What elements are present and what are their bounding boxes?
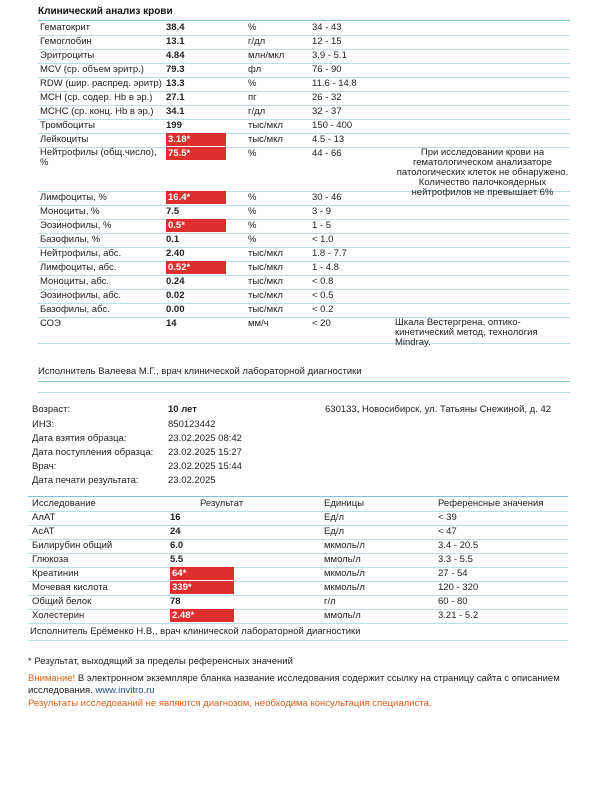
patient-field-label: Дата печати результата: <box>32 475 139 486</box>
bio-bottom-rule <box>28 640 568 641</box>
cbc-test-unit: тыс/мкл <box>248 304 283 315</box>
bio-test-value: 24 <box>170 526 181 537</box>
cbc-test-name: СОЭ <box>40 318 61 329</box>
cbc-test-ref: < 0.8 <box>312 276 334 287</box>
disclaimer: Результаты исследований не являются диагнозом, необходима консультация специалиста. <box>28 698 432 709</box>
bio-row <box>28 581 568 596</box>
cbc-test-value: 13.3 <box>166 78 185 89</box>
bio-test-unit: мкмоль/л <box>324 540 365 551</box>
cbc-test-unit: % <box>248 78 257 89</box>
cbc-test-unit: % <box>248 234 257 245</box>
bio-test-ref: 3.3 - 5.5 <box>438 554 473 565</box>
cbc-test-unit: млн/мкл <box>248 50 285 61</box>
bio-test-unit: г/л <box>324 596 336 607</box>
cbc-title: Клинический анализ крови <box>38 6 173 17</box>
cbc-test-unit: тыс/мкл <box>248 290 283 301</box>
cbc-test-unit: % <box>248 148 257 159</box>
cbc-test-value-flagged: 16.4* <box>166 191 226 204</box>
bio-header-name: Исследование <box>32 498 96 509</box>
cbc-test-name: Моноциты, абс. <box>40 276 110 287</box>
patient-field-label: ИНЗ: <box>32 419 55 430</box>
cbc-row <box>38 275 570 290</box>
cbc-test-ref: < 20 <box>312 318 331 329</box>
patient-field-value: 23.02.2025 <box>168 475 216 486</box>
cbc-test-name: Эозинофилы, абс. <box>40 290 121 301</box>
attention-word: Внимание! <box>28 673 76 684</box>
cbc-row <box>38 233 570 248</box>
cbc-test-note: Шкала Вестергрена, оптико-кинетический метод, технология Mindray. <box>395 317 538 348</box>
cbc-test-unit: г/дл <box>248 36 266 47</box>
bio-header-unit: Единицы <box>324 498 365 509</box>
cbc-row <box>38 21 570 36</box>
bio-performer: Исполнитель Ерёменко Н.В., врач клинической лабораторной диагностики <box>30 626 361 637</box>
cbc-test-name: MCH (ср. содер. Hb в эр.) <box>40 92 153 103</box>
cbc-row <box>38 119 570 134</box>
cbc-test-ref: 26 - 32 <box>312 92 342 103</box>
bio-test-value: 5.5 <box>170 554 184 565</box>
cbc-row <box>38 105 570 120</box>
cbc-test-unit: фл <box>248 64 262 75</box>
cbc-test-ref: 1 - 5 <box>312 220 332 231</box>
cbc-test-value-flagged: 3.18* <box>166 133 226 146</box>
bio-test-ref: 60 - 80 <box>438 596 468 607</box>
cbc-row <box>38 205 570 220</box>
cbc-test-unit: тыс/мкл <box>248 276 283 287</box>
cbc-test-unit: тыс/мкл <box>248 120 283 131</box>
cbc-test-name: Лейкоциты <box>40 134 89 145</box>
bio-test-name: Холестерин <box>32 610 85 621</box>
patient-field-value: 23.02.2025 08:42 <box>168 433 242 444</box>
patient-field-label: Дата поступления образца: <box>32 447 154 458</box>
cbc-test-value: 79.3 <box>166 64 185 75</box>
cbc-test-value: 199 <box>166 120 182 131</box>
bio-test-value-flagged: 339* <box>170 581 234 594</box>
bio-test-unit: ммоль/л <box>324 554 361 565</box>
bio-row <box>28 595 568 610</box>
cbc-test-value: 14 <box>166 318 177 329</box>
patient-field-value: 23.02.2025 15:44 <box>168 461 242 472</box>
cbc-row <box>38 49 570 64</box>
cbc-test-value: 0.1 <box>166 234 180 245</box>
cbc-test-name: МСНС (ср. конц. Hb в эр.) <box>40 106 154 117</box>
cbc-row <box>38 219 570 234</box>
cbc-test-name: Гемоглобин <box>40 36 92 47</box>
bio-test-value: 78 <box>170 596 181 607</box>
cbc-test-name: Эозинофилы, % <box>40 220 112 231</box>
cbc-test-name: RDW (шир. распред. эритр) <box>40 78 162 89</box>
cbc-test-value: 38.4 <box>166 22 185 33</box>
website-link[interactable]: www.invitro.ru <box>95 685 155 696</box>
bio-test-unit: мкмоль/л <box>324 582 365 593</box>
cbc-test-ref: 3.9 - 5.1 <box>312 50 347 61</box>
cbc-test-name: Лимфоциты, % <box>40 192 107 203</box>
cbc-test-ref: < 0.2 <box>312 304 334 315</box>
patient-field-value: 10 лет <box>168 404 197 415</box>
cbc-row <box>38 261 570 276</box>
bio-test-name: АсАТ <box>32 526 55 537</box>
cbc-test-value-flagged: 0.5* <box>166 219 226 232</box>
cbc-row <box>38 289 570 304</box>
cbc-test-value: 0.00 <box>166 304 185 315</box>
cbc-test-unit: г/дл <box>248 106 266 117</box>
cbc-test-ref: < 0.5 <box>312 290 334 301</box>
bio-row <box>28 525 568 540</box>
cbc-test-unit: % <box>248 22 257 33</box>
bio-test-unit: мкмоль/л <box>324 568 365 579</box>
cbc-row <box>38 35 570 50</box>
patient-field-value: 850123442 <box>168 419 216 430</box>
bio-test-value: 6.0 <box>170 540 184 551</box>
attention-text: В электронном экземпляре бланка название исследования содержит ссылку на страницу сайта с описанием исследования. <box>28 673 560 696</box>
cbc-test-ref: 1 - 4.8 <box>312 262 339 273</box>
cbc-test-value: 13.1 <box>166 36 185 47</box>
patient-field-label: Врач: <box>32 461 57 472</box>
cbc-test-unit: тыс/мкл <box>248 262 283 273</box>
cbc-test-value-flagged: 0.52* <box>166 261 226 274</box>
bio-test-name: АлАТ <box>32 512 56 523</box>
cbc-row <box>38 63 570 78</box>
bio-test-ref: < 47 <box>438 526 457 537</box>
cbc-test-name: Базофилы, % <box>40 234 101 245</box>
bio-test-name: Общий белок <box>32 596 92 607</box>
cbc-test-name: Моноциты, % <box>40 206 100 217</box>
cbc-test-ref: 11.6 - 14.8 <box>312 78 357 89</box>
bio-header-row <box>28 497 568 512</box>
cbc-test-unit: % <box>248 192 257 203</box>
cbc-test-name: Нейтрофилы (общ.число), % <box>40 147 157 168</box>
cbc-row <box>38 133 570 148</box>
asterisk-note: * Результат, выходящий за пределы референсных значений <box>28 656 293 667</box>
cbc-test-ref: 76 - 90 <box>312 64 342 75</box>
cbc-row <box>38 303 570 318</box>
patient-field-label: Дата взятия образца: <box>32 433 127 444</box>
bio-row <box>28 511 568 526</box>
patient-field-label: Возраст: <box>32 404 71 415</box>
bio-test-name: Креатинин <box>32 568 79 579</box>
cbc-divider <box>38 392 570 393</box>
cbc-row <box>38 317 570 348</box>
cbc-test-name: Гематокрит <box>40 22 91 33</box>
cbc-test-value: 4.84 <box>166 50 185 61</box>
cbc-test-ref: 3 - 9 <box>312 206 332 217</box>
cbc-test-ref: 30 - 46 <box>312 192 342 203</box>
cbc-test-name: MCV (ср. объем эритр.) <box>40 64 144 75</box>
cbc-test-unit: % <box>248 220 257 231</box>
cbc-test-ref: 34 - 43 <box>312 22 342 33</box>
cbc-test-name: Нейтрофилы, абс. <box>40 248 122 259</box>
cbc-bottom-rule <box>38 381 570 382</box>
cbc-test-ref: 4.5 - 13 <box>312 134 345 145</box>
bio-test-value-flagged: 64* <box>170 567 234 580</box>
cbc-row <box>38 191 570 206</box>
bio-test-value: 16 <box>170 512 181 523</box>
cbc-test-name: Эритроциты <box>40 50 95 61</box>
bio-row <box>28 567 568 582</box>
cbc-test-name: Тромбоциты <box>40 120 95 131</box>
cbc-test-ref: 1.8 - 7.7 <box>312 248 347 259</box>
bio-header-value: Результат <box>200 498 244 509</box>
cbc-test-value: 0.24 <box>166 276 185 287</box>
bio-row <box>28 539 568 554</box>
cbc-test-name: Базофилы, абс. <box>40 304 110 315</box>
cbc-test-ref: < 1.0 <box>312 234 334 245</box>
cbc-test-unit: тыс/мкл <box>248 248 283 259</box>
cbc-row <box>38 91 570 106</box>
cbc-test-ref: 150 - 400 <box>312 120 353 131</box>
bio-test-ref: 120 - 320 <box>438 582 479 593</box>
lab-address: 630133, Новосибирск, ул. Татьяны Снежиной, д. 42 <box>325 404 552 415</box>
bio-test-name: Билирубин общий <box>32 540 113 551</box>
cbc-test-value: 7.5 <box>166 206 180 217</box>
cbc-test-note: При исследовании крови на гематологическом анализаторе патологических клеток не обнаружено. Количество палочкоядерных нейтрофилов не превышает 6% <box>396 147 569 198</box>
cbc-row <box>38 247 570 262</box>
bio-test-ref: 3.21 - 5.2 <box>438 610 479 621</box>
cbc-test-value: 34.1 <box>166 106 185 117</box>
cbc-row <box>38 77 570 92</box>
bio-test-name: Мочевая кислота <box>32 582 108 593</box>
bio-test-value-flagged: 2.48* <box>170 609 234 622</box>
cbc-test-value: 0.02 <box>166 290 185 301</box>
bio-test-ref: 27 - 54 <box>438 568 468 579</box>
cbc-test-ref: 12 - 15 <box>312 36 342 47</box>
cbc-test-value: 27.1 <box>166 92 185 103</box>
bio-test-unit: Ед/л <box>324 526 345 537</box>
cbc-test-value-flagged: 75.5* <box>166 147 226 160</box>
cbc-test-ref: 44 - 66 <box>312 148 342 159</box>
cbc-test-unit: пг <box>248 92 257 103</box>
bio-test-ref: 3.4 - 20.5 <box>438 540 479 551</box>
patient-field-value: 23.02.2025 15:27 <box>168 447 242 458</box>
bio-test-unit: Ед/л <box>324 512 345 523</box>
cbc-test-unit: тыс/мкл <box>248 134 283 145</box>
bio-header-ref: Референсные значения <box>438 498 544 509</box>
cbc-test-value: 2.40 <box>166 248 185 259</box>
cbc-test-name: Лимфоциты, абс. <box>40 262 117 273</box>
bio-test-unit: ммоль/л <box>324 610 361 621</box>
bio-row <box>28 609 568 624</box>
bio-test-ref: < 39 <box>438 512 457 523</box>
cbc-test-unit: мм/ч <box>248 318 269 329</box>
cbc-performer: Исполнитель Валеева М.Г., врач клинической лабораторной диагностики <box>38 366 362 377</box>
cbc-test-unit: % <box>248 206 257 217</box>
attention-note <box>28 673 563 697</box>
cbc-test-ref: 32 - 37 <box>312 106 342 117</box>
bio-row <box>28 553 568 568</box>
bio-test-name: Глюкоза <box>32 554 69 565</box>
